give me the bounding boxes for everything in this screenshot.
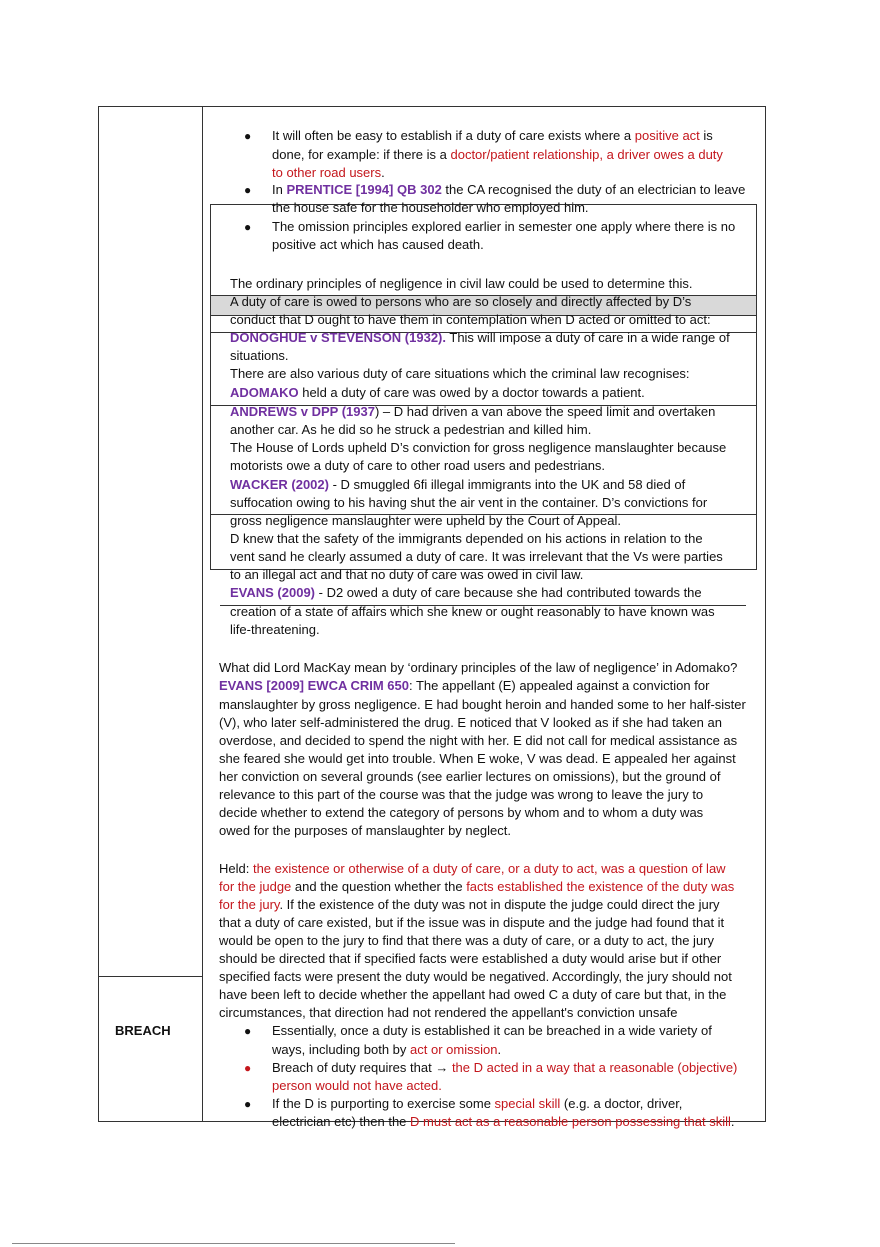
bullet-dot-icon: ● — [244, 183, 252, 197]
mackay-line-6: her conviction on several grounds (see earlier lectures on omissions), but the ground of — [219, 769, 721, 784]
breach-bullet-1-line-1: Essentially, once a duty is established it can be breached in a wide variety of — [272, 1023, 712, 1038]
wacker-line-4: D knew that the safety of the immigrants depended on his actions in relation to the — [230, 531, 703, 546]
mackay-question: What did Lord MacKay mean by ‘ordinary principles of the law of negligence’ in Adomako? — [219, 660, 738, 675]
evans-line-2: creation of a state of affairs which she knew or ought reasonably to have known was — [230, 604, 715, 619]
mackay-line-1: EVANS [2009] EWCA CRIM 650: The appellant (E) appealed against a conviction for — [219, 678, 710, 693]
ordinary-p2: A duty of care is owed to persons who are so closely and directly affected by D’s — [230, 294, 692, 309]
duty-bullet-2-line-2: the house safe for the householder who employed him. — [272, 200, 589, 215]
held-line-1: Held: the existence or otherwise of a duty of care, or a duty to act, was a question of law — [219, 861, 726, 876]
table-border-right — [765, 106, 766, 1122]
mackay-line-8: decide whether to extend the category of persons by whom and to whom a duty was — [219, 805, 704, 820]
wacker-line-3: gross negligence manslaughter were upheld by the Court of Appeal. — [230, 513, 621, 528]
bullet-dot-icon: ● — [244, 220, 252, 234]
duty-bullet-1-line-3: to other road users. — [272, 165, 385, 180]
duty-bullet-2-line-1: In PRENTICE [1994] QB 302 the CA recognised the duty of an electrician to leave — [272, 182, 746, 197]
held-line-5: would be open to the jury to find that there was a duty of care, or a duty to act, the jury — [219, 933, 715, 948]
wacker-line-2: suffocation owing to his having shut the air vent in the container. D’s convictions for — [230, 495, 708, 510]
ordinary-p3: conduct that D ought to have them in contemplation when D acted or omitted to act: — [230, 312, 711, 327]
duty-bullet-1-line-1: It will often be easy to establish if a duty of care exists where a positive act is — [272, 128, 713, 143]
breach-bullet-3-line-1: If the D is purporting to exercise some special skill (e.g. a doctor, driver, — [272, 1096, 683, 1111]
adomako-line: ADOMAKO held a duty of care was owed by a doctor towards a patient. — [230, 385, 645, 400]
held-line-6: should be directed that if specified facts were established a duty would arise but if other — [219, 951, 722, 966]
bullet-dot-icon: ● — [244, 1097, 252, 1111]
table-border-left — [98, 106, 99, 1122]
held-line-4: that a duty of care existed, but if the issue was in dispute and the judge had found that it — [219, 915, 725, 930]
duty-bullet-1-line-2: done, for example: if there is a doctor/patient relationship, a driver owes a duty — [272, 147, 723, 162]
mackay-line-4: overdose, and decided to spend the night with her. E did not call for medical assistance as — [219, 733, 738, 748]
andrews-line-1: ANDREWS v DPP (1937) – D had driven a van above the speed limit and overtaken — [230, 404, 716, 419]
bullet-dot-icon: ● — [244, 129, 252, 143]
breach-bullet-3-line-2: electrician etc) then the D must act as a reasonable person possessing that skill. — [272, 1114, 735, 1129]
andrews-line-4: motorists owe a duty of care to other road users and pedestrians. — [230, 458, 606, 473]
mackay-line-7: relevance to this part of the course was that the judge was wrong to leave the jury to — [219, 787, 704, 802]
ordinary-p1: The ordinary principles of negligence in civil law could be used to determine this. — [230, 276, 693, 291]
held-line-7: specified facts were present the duty would be negatived. Accordingly, the jury should not — [219, 969, 732, 984]
breach-row-label: BREACH — [115, 1023, 171, 1038]
mackay-line-2: manslaughter by gross negligence. E had bought heroin and handed some to her half-sister — [219, 697, 746, 712]
held-line-8: have been left to decide whether the appellant had owed C a duty of care but that, in the — [219, 987, 727, 1002]
bullet-dot-icon: ● — [244, 1061, 252, 1075]
bullet-dot-icon: ● — [244, 1024, 252, 1038]
mackay-line-3: (V), who later self-administered the drug. E noticed that V looked as if she had taken an — [219, 715, 722, 730]
evans-line-3: life-threatening. — [230, 622, 320, 637]
mackay-line-5: she feared she would get into trouble. When E woke, V was dead. E appealed her against — [219, 751, 736, 766]
mackay-line-9: owed for the purposes of manslaughter by neglect. — [219, 823, 511, 838]
andrews-line-3: The House of Lords upheld D’s conviction for gross negligence manslaughter because — [230, 440, 727, 455]
breach-bullet-2-line-2: person would not have acted. — [272, 1078, 442, 1093]
table-row-divider — [98, 976, 203, 977]
duty-bullet-3-line-1: The omission principles explored earlier in semester one apply where there is no — [272, 219, 736, 234]
table-column-divider — [202, 106, 203, 1122]
evans-line-1: EVANS (2009) - D2 owed a duty of care because she had contributed towards the — [230, 585, 702, 600]
wacker-line-6: to an illegal act and that no duty of care was owed in civil law. — [230, 567, 584, 582]
table-border-top — [98, 106, 766, 107]
breach-bullet-2-line-1: Breach of duty requires that → the D acted in a way that a reasonable (objective) — [272, 1060, 738, 1075]
ordinary-p6: There are also various duty of care situations which the criminal law recognises: — [230, 366, 690, 381]
wacker-line-5: vent sand he clearly assumed a duty of care. It was irrelevant that the Vs were parties — [230, 549, 723, 564]
andrews-line-2: another car. As he did so he struck a pedestrian and killed him. — [230, 422, 592, 437]
held-line-9: circumstances, that direction had not rendered the appellant's conviction unsafe — [219, 1005, 678, 1020]
ordinary-p4: DONOGHUE v STEVENSON (1932). This will impose a duty of care in a wide range of — [230, 330, 730, 345]
duty-bullet-3-line-2: positive act which has caused death. — [272, 237, 484, 252]
breach-bullet-1-line-2: ways, including both by act or omission. — [272, 1042, 502, 1057]
held-line-3: for the jury. If the existence of the duty was not in dispute the judge could direct the jury — [219, 897, 720, 912]
ordinary-p5: situations. — [230, 348, 289, 363]
held-line-2: for the judge and the question whether the facts established the existence of the duty was — [219, 879, 735, 894]
wacker-line-1: WACKER (2002) - D smuggled 6fi illegal immigrants into the UK and 58 died of — [230, 477, 686, 492]
page-footer-rule — [12, 1243, 455, 1244]
